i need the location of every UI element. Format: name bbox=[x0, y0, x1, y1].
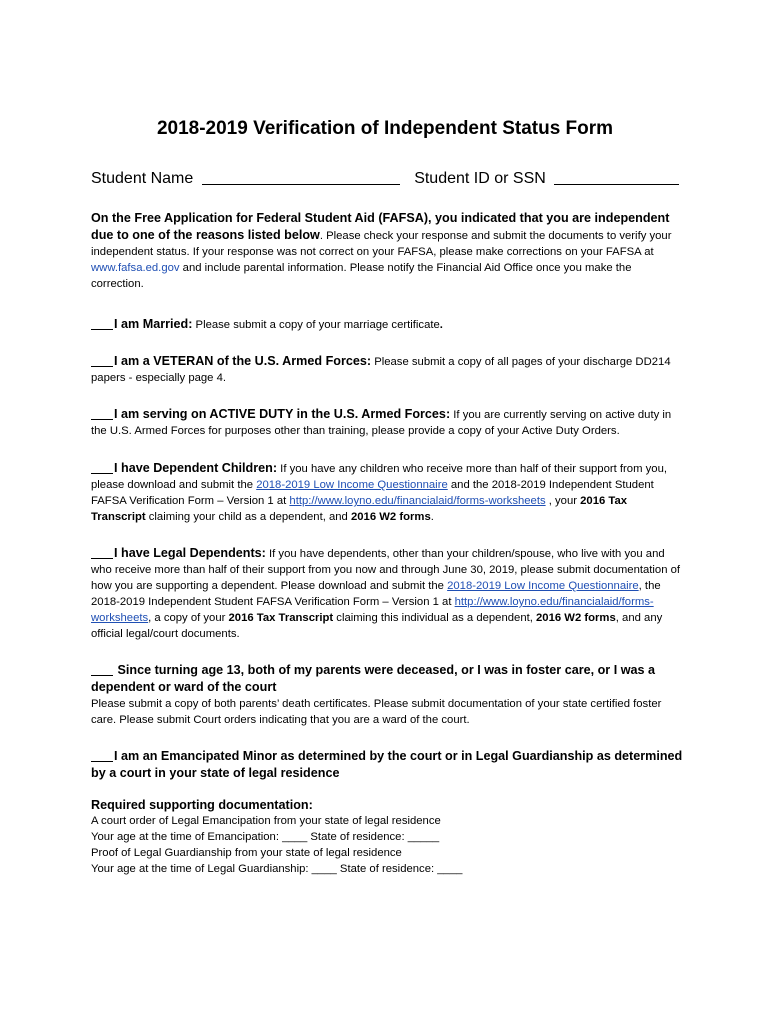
legal-text-1: If you have dependents, other than your children/spouse, who live with you and who receive more than half of their support from you now and through June 30, 2019, please submit documentation of how you are supporting a dependent. Please download and submit the bbox=[91, 548, 681, 592]
children-text-5: . bbox=[430, 511, 434, 523]
legal-low-income-questionnaire-link[interactable]: 2018-2019 Low Income Questionnaire bbox=[447, 580, 639, 592]
active-duty-checkbox-blank[interactable] bbox=[91, 419, 113, 420]
legal-text-5: , and any official legal/court documents. bbox=[91, 612, 663, 640]
legal-w2-forms: 2016 W2 forms bbox=[536, 612, 616, 624]
legal-forms-worksheets-link[interactable]: http://www.loyno.edu/financialaid/forms-worksheets bbox=[91, 596, 654, 624]
children-text-4: claiming your child as a dependent, and bbox=[145, 511, 351, 523]
children-checkbox-blank[interactable] bbox=[91, 473, 113, 474]
active-duty-option bbox=[91, 406, 683, 439]
veteran-text: Please submit a copy of all pages of your discharge DD214 papers - especially page 4. bbox=[91, 356, 671, 384]
children-text-3: , your bbox=[545, 495, 581, 507]
student-name-field[interactable] bbox=[202, 184, 400, 185]
children-w2-forms: 2016 W2 forms bbox=[350, 511, 431, 523]
student-id-label: Student ID or SSN bbox=[414, 170, 546, 187]
intro-lead: On the Free Application for Federal Student Aid (FAFSA), you indicated that you are independent due to one of the reasons listed below bbox=[91, 211, 670, 242]
foster-checkbox-blank[interactable] bbox=[91, 675, 113, 676]
married-text: Please submit a copy of your marriage certificate bbox=[192, 319, 440, 331]
required-line: Your age at the time of Emancipation: ____ State of residence: _____ bbox=[91, 831, 440, 843]
required-documentation bbox=[91, 797, 683, 877]
dependent-children-option bbox=[91, 460, 683, 525]
page-title: 2018-2019 Verification of Independent Status Form bbox=[156, 118, 614, 139]
married-heading: I am Married: bbox=[114, 317, 193, 331]
legal-text-4: claiming this individual as a dependent, bbox=[333, 612, 537, 624]
married-option bbox=[91, 316, 683, 333]
married-period: . bbox=[439, 319, 443, 331]
legal-dependents-option bbox=[91, 545, 683, 642]
legal-heading: I have Legal Dependents: bbox=[114, 546, 266, 560]
fafsa-link[interactable]: www.fafsa.ed.gov bbox=[91, 262, 180, 274]
married-checkbox-blank[interactable] bbox=[91, 329, 113, 330]
emancipated-checkbox-blank[interactable] bbox=[91, 761, 113, 762]
required-line: Your age at the time of Legal Guardianship: ____ State of residence: ____ bbox=[91, 863, 463, 875]
active-duty-heading: I am serving on ACTIVE DUTY in the U.S. Armed Forces: bbox=[114, 407, 451, 421]
children-text-2: and the 2018-2019 Independent Student FAFSA Verification Form – Version 1 at bbox=[91, 479, 654, 507]
legal-tax-transcript: 2016 Tax Transcript bbox=[228, 612, 334, 624]
veteran-option bbox=[91, 353, 683, 386]
required-line: A court order of Legal Emancipation from your state of legal residence bbox=[91, 815, 441, 827]
student-info-row bbox=[91, 170, 679, 188]
intro-paragraph bbox=[91, 210, 683, 292]
foster-option bbox=[91, 662, 683, 728]
foster-heading: Since turning age 13, both of my parents were deceased, or I was in foster care, or I was a dependent or ward of the court bbox=[91, 663, 656, 694]
student-id-field[interactable] bbox=[554, 184, 679, 185]
required-line: Proof of Legal Guardianship from your state of legal residence bbox=[91, 847, 402, 859]
emancipated-heading: I am an Emancipated Minor as determined by the court or in Legal Guardianship as determined by a court in your state of legal residence bbox=[91, 749, 683, 780]
required-heading: Required supporting documentation: bbox=[91, 798, 313, 812]
veteran-checkbox-blank[interactable] bbox=[91, 366, 113, 367]
children-tax-transcript: 2016 Tax Transcript bbox=[91, 495, 628, 523]
low-income-questionnaire-link[interactable]: 2018-2019 Low Income Questionnaire bbox=[256, 479, 448, 491]
active-duty-text: If you are currently serving on active duty in the U.S. Armed Forces for purposes other than training, please provide a copy of your Active Duty Orders. bbox=[91, 409, 672, 437]
legal-text-3: , a copy of your bbox=[148, 612, 229, 624]
legal-checkbox-blank[interactable] bbox=[91, 558, 113, 559]
intro-text-end: and include parental information. Please notify the Financial Aid Office once you make the correction. bbox=[91, 262, 632, 290]
children-heading: I have Dependent Children: bbox=[114, 461, 278, 475]
children-text-1: If you have any children who receive more than half of their support from you, please download and submit the bbox=[91, 463, 667, 491]
intro-text: . Please check your response and submit the documents to verify your independent status. If your response was not correct on your FAFSA, please make corrections on your FAFSA at bbox=[91, 230, 672, 258]
student-name-label: Student Name bbox=[91, 170, 194, 187]
emancipated-option bbox=[91, 748, 683, 782]
forms-worksheets-link[interactable]: http://www.loyno.edu/financialaid/forms-worksheets bbox=[289, 495, 546, 507]
foster-text: Please submit a copy of both parents’ death certificates. Please submit documentation of your state certified foster care. Please submit Court orders indicating that you are a ward of the court. bbox=[91, 698, 662, 726]
veteran-heading: I am a VETERAN of the U.S. Armed Forces: bbox=[114, 354, 372, 368]
legal-text-2: , the 2018-2019 Independent Student FAFSA Verification Form – Version 1 at bbox=[91, 580, 661, 608]
